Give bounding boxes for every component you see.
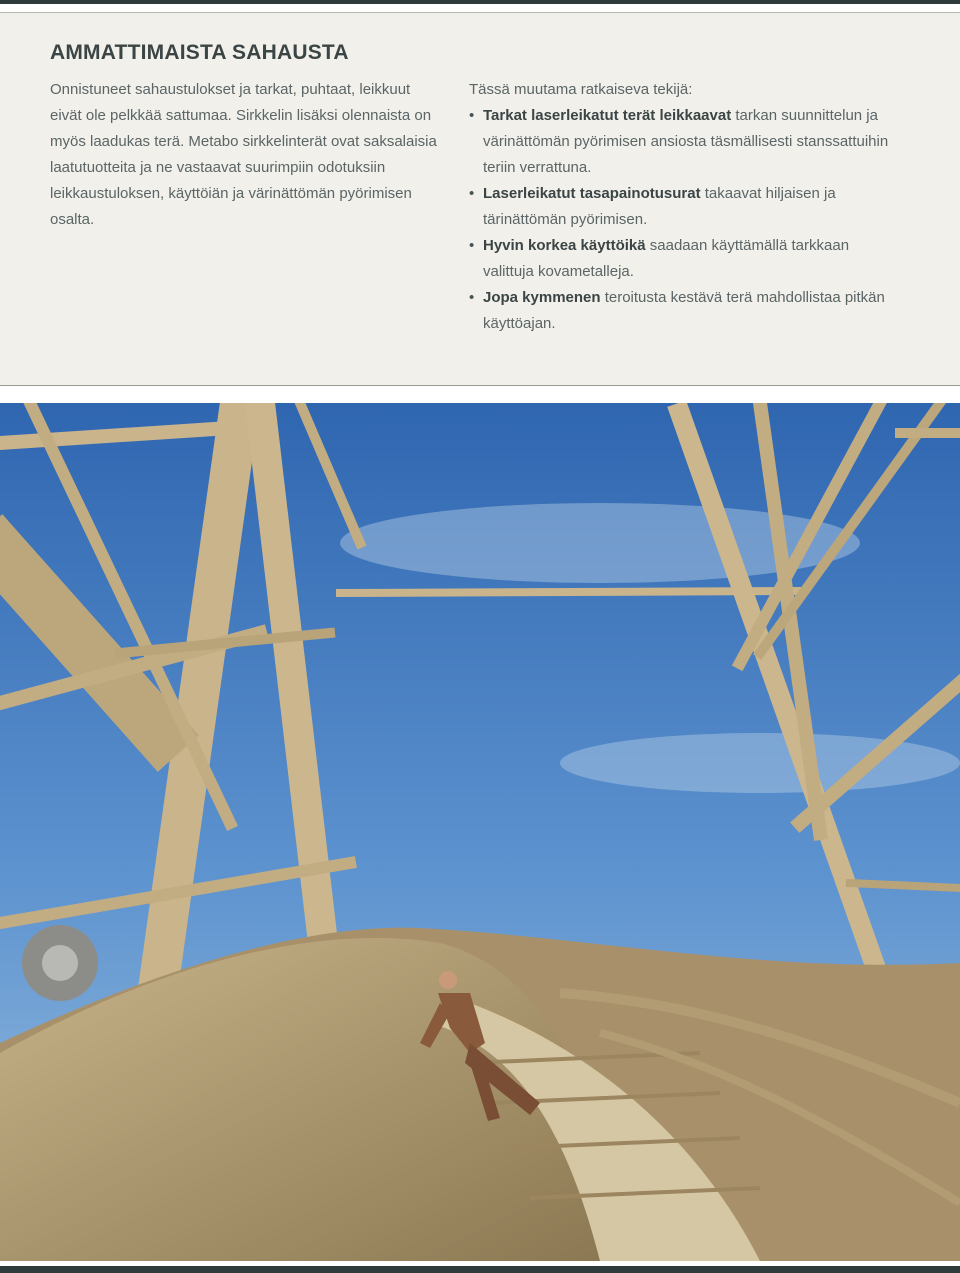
intro-paragraph: Onnistuneet sahaustulokset ja tarkat, puhtaat, leikkuut eivät ole pelkkää sattumaa. Sirkkelin lisäksi olennaista on myös laadukas terä. Metabo sirkkelinterät ovat saksalaisia laatutuotteita ja ne vastaavat suurimpiin odotuksiin leikkaustuloksen, käyttöiän ja värinättömän pyörimisen osalta. xyxy=(50,81,437,228)
photo-illustration xyxy=(0,403,960,1261)
bolt xyxy=(22,925,98,1001)
feature-bold: Hyvin korkea käyttöikä xyxy=(483,237,646,254)
feature-item xyxy=(469,103,889,181)
feature-bold: Jopa kymmenen xyxy=(483,289,601,306)
feature-item xyxy=(469,233,889,285)
feature-text: teroitusta kestävä terä mahdollistaa pitkän käyttöajan. xyxy=(483,289,885,332)
feature-column xyxy=(469,77,889,337)
feature-text: tarkan suunnittelun ja värinättömän pyörimisen ansiosta täsmällisesti stanssattuihin teriin verrattuna. xyxy=(483,107,889,176)
feature-text: saadaan käyttämällä tarkkaan valittuja kovametalleja. xyxy=(483,237,850,280)
feature-bold: Laserleikatut tasapainotusurat xyxy=(483,185,701,202)
page-heading: AMMATTIMAISTA SAHAUSTA xyxy=(50,41,349,64)
feature-lead: Tässä muutama ratkaiseva tekijä: xyxy=(469,81,693,98)
top-frame-bar xyxy=(0,0,960,4)
feature-list xyxy=(469,103,889,337)
feature-item xyxy=(469,285,889,337)
feature-item xyxy=(469,181,889,233)
feature-bold: Tarkat laserleikatut terät leikkaavat xyxy=(483,107,732,124)
text-panel xyxy=(0,12,960,386)
bottom-frame-bar xyxy=(0,1266,960,1273)
roller-coaster-photo xyxy=(0,403,960,1261)
feature-text: takaavat hiljaisen ja tärinättömän pyörimisen. xyxy=(483,185,836,228)
